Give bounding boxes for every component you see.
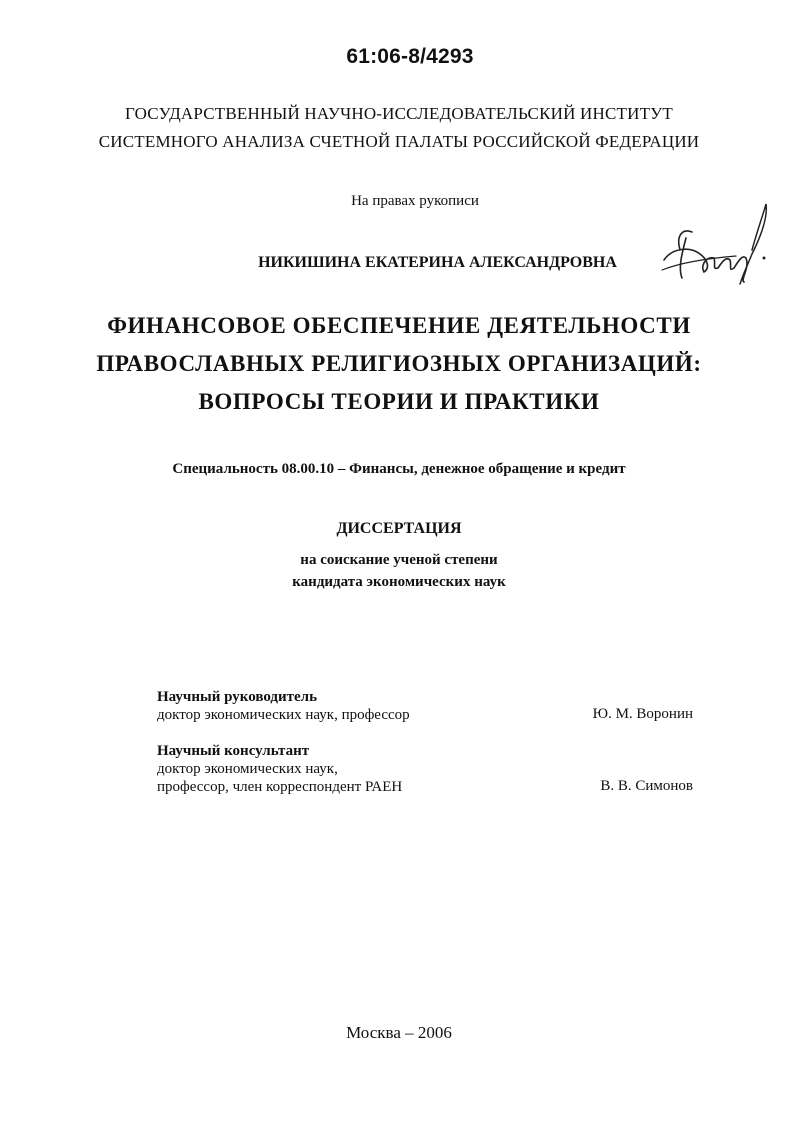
dissertation-title-line-2: ПРАВОСЛАВНЫХ РЕЛИГИОЗНЫХ ОРГАНИЗАЦИЙ: [96, 351, 702, 376]
dissertation-title-line-1: ФИНАНСОВОЕ ОБЕСПЕЧЕНИЕ ДЕЯТЕЛЬНОСТИ [107, 313, 691, 338]
consultant-credentials-line-2: профессор, член корреспондент РАЕН [157, 779, 403, 795]
supervisor-block [157, 688, 410, 724]
consultant-block [157, 742, 402, 796]
supervisor-role: Научный руководитель [157, 689, 317, 705]
consultant-credentials-line-1: доктор экономических наук, [157, 761, 338, 777]
institution-line-1: ГОСУДАРСТВЕННЫЙ НАУЧНО-ИССЛЕДОВАТЕЛЬСКИЙ ИНСТИТУТ [125, 104, 673, 123]
signature-image [652, 198, 772, 298]
supervisor-credentials: доктор экономических наук, профессор [157, 707, 410, 723]
speciality: Специальность 08.00.10 – Финансы, денежное обращение и кредит [172, 461, 626, 477]
archive-code: 61:06-8/4293 [346, 45, 474, 68]
degree-line-2: кандидата экономических наук [292, 574, 506, 590]
institution-line-2: СИСТЕМНОГО АНАЛИЗА СЧЕТНОЙ ПАЛАТЫ РОССИЙСКОЙ ФЕДЕРАЦИИ [98, 132, 700, 151]
consultant-role: Научный консультант [157, 743, 310, 759]
dissertation-title-line-3: ВОПРОСЫ ТЕОРИИ И ПРАКТИКИ [198, 389, 600, 414]
work-type: ДИССЕРТАЦИЯ [336, 520, 462, 537]
author-name: НИКИШИНА ЕКАТЕРИНА АЛЕКСАНДРОВНА [258, 254, 617, 271]
consultant-name: В. В. Симонов [600, 778, 693, 794]
degree-line-1: на соискание ученой степени [300, 552, 498, 568]
supervisor-name: Ю. М. Воронин [592, 706, 693, 722]
place-year: Москва – 2006 [346, 1023, 452, 1042]
manuscript-rights: На правах рукописи [351, 193, 479, 209]
